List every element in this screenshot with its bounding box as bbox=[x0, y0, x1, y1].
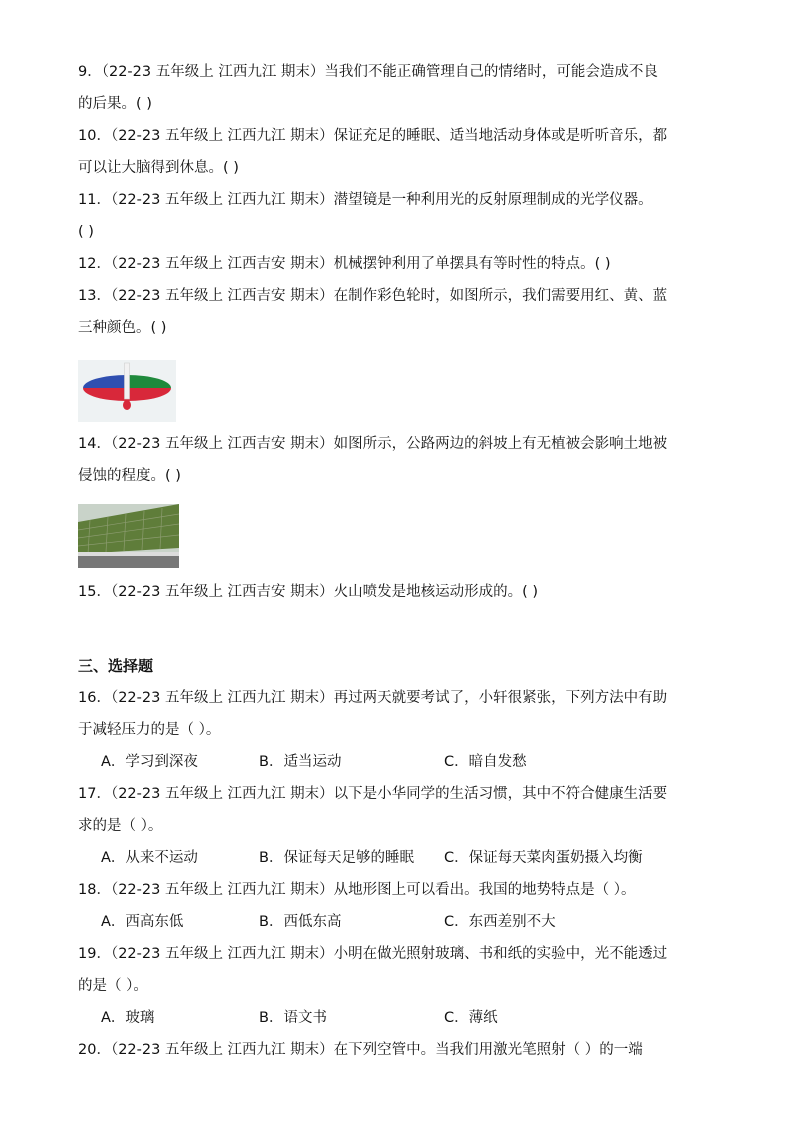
question-19-line1: 19．（22-23 五年级上 江西九江 期末）小明在做光照射玻璃、书和纸的实验中，光不能透过 bbox=[78, 946, 668, 962]
option-b[interactable]: B．适当运动 bbox=[259, 754, 342, 770]
color-wheel-svg bbox=[78, 360, 176, 422]
option-b[interactable]: B．语文书 bbox=[259, 1010, 327, 1026]
question-13-line2: 三种颜色。( ) bbox=[78, 320, 167, 336]
question-18-line1: 18．（22-23 五年级上 江西九江 期末）从地形图上可以看出。我国的地势特点是（ ）。 bbox=[78, 882, 636, 898]
question-17-line1: 17．（22-23 五年级上 江西九江 期末）以下是小华同学的生活习惯，其中不符合健康生活要 bbox=[78, 786, 668, 802]
question-9-line1: 9．（22-23 五年级上 江西九江 期末）当我们不能正确管理自己的情绪时，可能会造成不良 bbox=[78, 64, 658, 80]
option-a[interactable]: A．学习到深夜 bbox=[101, 754, 198, 770]
question-10-line2: 可以让大脑得到休息。( ) bbox=[78, 160, 239, 176]
question-20-line1: 20．（22-23 五年级上 江西九江 期末）在下列空管中。当我们用激光笔照射（ ）的一端 bbox=[78, 1042, 643, 1058]
question-17-line2: 求的是（ ）。 bbox=[78, 818, 163, 834]
option-a[interactable]: A．西高东低 bbox=[101, 914, 184, 930]
wheel-axle-tip bbox=[123, 400, 131, 410]
question-19-line2: 的是（ ）。 bbox=[78, 978, 148, 994]
wheel-axle bbox=[125, 363, 130, 399]
question-10-line1: 10．（22-23 五年级上 江西九江 期末）保证充足的睡眠、适当地活动身体或是听听音乐，都 bbox=[78, 128, 668, 144]
road-surface bbox=[78, 556, 179, 568]
question-11-line2: ( ) bbox=[78, 224, 94, 240]
question-16-line1: 16．（22-23 五年级上 江西九江 期末）再过两天就要考试了，小轩很紧张，下列方法中有助 bbox=[78, 690, 668, 706]
question-11-line1: 11．（22-23 五年级上 江西九江 期末）潜望镜是一种利用光的反射原理制成的光学仪器。 bbox=[78, 192, 653, 208]
question-12-line1: 12．（22-23 五年级上 江西吉安 期末）机械摆钟利用了单摆具有等时性的特点。( ) bbox=[78, 256, 611, 272]
color-wheel-figure bbox=[78, 360, 176, 422]
section-3-heading: 三、选择题 bbox=[78, 657, 154, 675]
slope-vegetation-figure bbox=[78, 504, 179, 568]
option-c[interactable]: C．暗自发愁 bbox=[444, 754, 527, 770]
option-c[interactable]: C．东西差别不大 bbox=[444, 914, 556, 930]
option-c[interactable]: C．保证每天菜肉蛋奶摄入均衡 bbox=[444, 850, 643, 866]
road-barrier bbox=[78, 552, 179, 556]
question-13-line1: 13．（22-23 五年级上 江西吉安 期末）在制作彩色轮时，如图所示，我们需要用红、黄、蓝 bbox=[78, 288, 668, 304]
option-b[interactable]: B．西低东高 bbox=[259, 914, 342, 930]
question-9-line2: 的后果。( ) bbox=[78, 96, 152, 112]
option-c[interactable]: C．薄纸 bbox=[444, 1010, 498, 1026]
question-14-line2: 侵蚀的程度。( ) bbox=[78, 468, 181, 484]
option-b[interactable]: B．保证每天足够的睡眠 bbox=[259, 850, 414, 866]
question-16-line2: 于减轻压力的是（ ）。 bbox=[78, 722, 221, 738]
option-a[interactable]: A．从来不运动 bbox=[101, 850, 198, 866]
question-14-line1: 14．（22-23 五年级上 江西吉安 期末）如图所示，公路两边的斜坡上有无植被会影响土地被 bbox=[78, 436, 668, 452]
question-15-line1: 15．（22-23 五年级上 江西吉安 期末）火山喷发是地核运动形成的。( ) bbox=[78, 584, 539, 600]
slope-photo-svg bbox=[78, 504, 179, 568]
option-a[interactable]: A．玻璃 bbox=[101, 1010, 155, 1026]
